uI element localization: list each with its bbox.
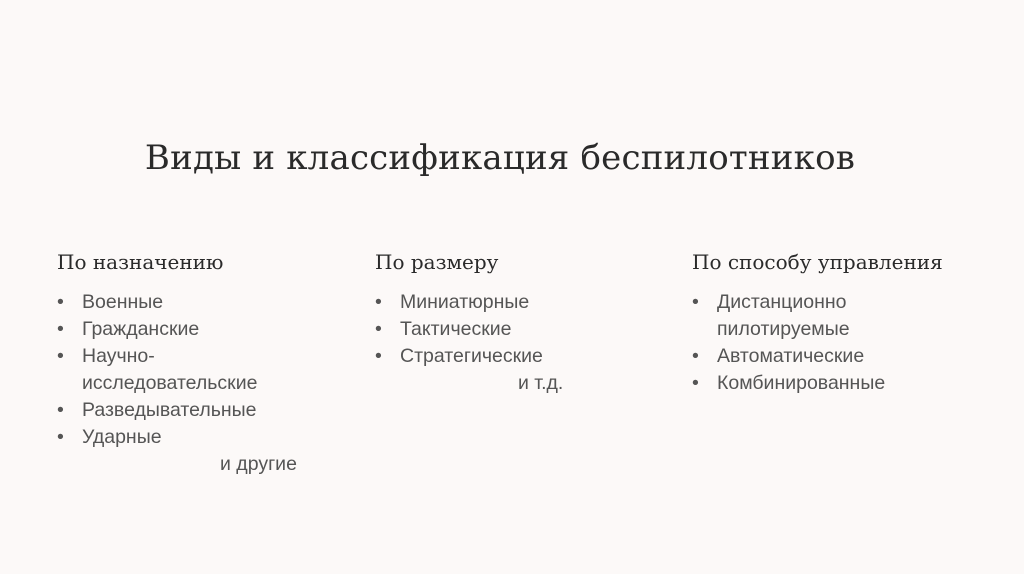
column-heading: По способу управления bbox=[692, 250, 943, 274]
bullet-list bbox=[375, 289, 675, 370]
list-item: • Миниатюрные bbox=[375, 289, 675, 316]
list-item: • Гражданские bbox=[57, 316, 357, 343]
column-control-method bbox=[692, 248, 992, 397]
list-item: • Военные bbox=[57, 289, 357, 316]
column-size bbox=[375, 248, 675, 397]
column-heading: По назначению bbox=[57, 250, 224, 274]
list-item: • Стратегические bbox=[375, 343, 675, 370]
bullet-list bbox=[57, 289, 357, 451]
column-heading: По размеру bbox=[375, 250, 499, 274]
list-item: • Разведывательные bbox=[57, 397, 357, 424]
list-item: • Тактические bbox=[375, 316, 675, 343]
bullet-list bbox=[692, 289, 992, 397]
slide-title: Виды и классификация беспилотников bbox=[144, 138, 856, 178]
list-item: • Научно-исследовательские bbox=[57, 343, 287, 397]
list-item: • Комбинированные bbox=[692, 370, 992, 397]
list-item: • Автоматические bbox=[692, 343, 992, 370]
list-tail-text: и другие bbox=[220, 453, 297, 475]
list-item: • Дистанционно пилотируемые bbox=[692, 289, 867, 343]
list-tail-text: и т.д. bbox=[518, 372, 564, 394]
column-purpose bbox=[57, 248, 357, 478]
list-item: • Ударные bbox=[57, 424, 357, 451]
